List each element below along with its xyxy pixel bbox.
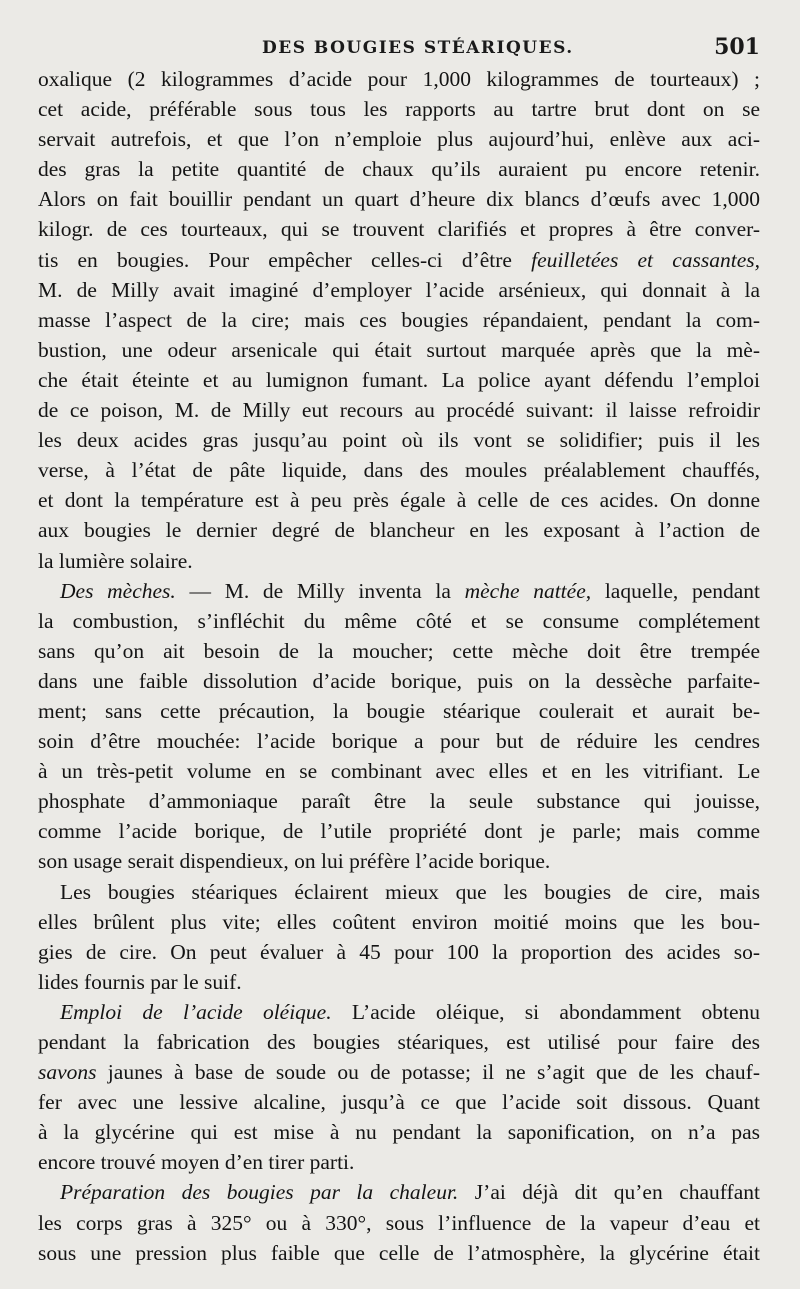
text-line: Préparation des bougies par la chaleur. J’ai déjà dit qu’en chauffant (60, 1180, 760, 1205)
text-line: oxalique (2 kilogrammes d’acide pour 1,000 kilogrammes de tourteaux) ; (38, 67, 760, 91)
text-line: savons jaunes à base de soude ou de potasse; il ne s’agit que de les chauf- (38, 1060, 760, 1085)
text-line: ment; sans cette précaution, la bougie stéarique coulerait et aurait be- (38, 698, 760, 723)
text-line: son usage serait dispendieux, on lui préfère l’acide borique. (38, 849, 551, 874)
text-line: kilogr. de ces tourteaux, qui se trouvent clarifiés et propres à être conver- (38, 217, 760, 242)
text-line: Les bougies stéariques éclairent mieux que les bougies de cire, mais (60, 879, 760, 904)
text-line: Des mèches. — M. de Milly inventa la mèche nattée, laquelle, pendant (60, 578, 760, 603)
text-line: phosphate d’ammoniaque paraît être la seule substance qui jouisse, (38, 789, 760, 814)
text-line: à la glycérine qui est mise à nu pendant la saponification, on n’a pas (38, 1120, 760, 1145)
text-line: des gras la petite quantité de chaux qu’ils auraient pu encore retenir. (38, 157, 760, 182)
text-line: à un très-petit volume en se combinant avec elles et en les vitrifiant. Le (38, 759, 760, 784)
text-line: cet acide, préférable sous tous les rapports au tartre brut dont on se (38, 97, 760, 122)
text-line: pendant la fabrication des bougies stéariques, est utilisé pour faire des (38, 1030, 760, 1054)
text-line: Emploi de l’acide oléique. L’acide oléique, si abondamment obtenu (60, 999, 761, 1024)
text-line: M. de Milly avait imaginé d’employer l’acide arsénieux, qui donnait à la (38, 277, 760, 302)
text-line: sous une pression plus faible que celle de l’atmosphère, la glycérine était (38, 1240, 760, 1265)
text-line: fer avec une lessive alcaline, jusqu’à ce que l’acide soit dissous. Quant (38, 1090, 760, 1115)
text-line: masse l’aspect de la cire; mais ces bougies répandaient, pendant la com- (38, 307, 760, 332)
running-title: DES BOUGIES STÉARIQUES. (262, 38, 574, 58)
text-line: aux bougies le dernier degré de blancheur en les exposant à l’action de (38, 518, 760, 543)
text-line: bustion, une odeur arsenicale qui était surtout marquée après que la mè- (38, 337, 760, 362)
text-line: la combustion, s’infléchit du même côté et se consume complétement (38, 608, 760, 633)
text-line: verse, à l’état de pâte liquide, dans des moules préalablement chauffés, (38, 458, 760, 483)
text-line: de ce poison, M. de Milly eut recours au procédé suivant: il laisse refroidir (38, 398, 760, 423)
text-line: elles brûlent plus vite; elles coûtent environ moitié moins que les bou- (38, 909, 760, 934)
text-line: che était éteinte et au lumignon fumant. La police ayant défendu l’emploi (38, 367, 760, 392)
body-text (38, 64, 760, 1268)
text-line: lides fournis par le suif. (38, 969, 242, 994)
text-line: tis en bougies. Pour empêcher celles-ci d’être feuilletées et cassantes, (38, 247, 761, 272)
text-line: servait autrefois, et que l’on n’emploie plus aujourd’hui, enlève aux aci- (38, 127, 760, 152)
text-line: les corps gras à 325° ou à 330°, sous l’influence de la vapeur d’eau et (38, 1210, 760, 1235)
text-line: sans qu’on ait besoin de la moucher; cette mèche doit être trempée (38, 638, 760, 663)
text-line: dans une faible dissolution d’acide borique, puis on la dessèche parfaite- (38, 668, 760, 693)
running-header (0, 34, 800, 64)
text-line: les deux acides gras jusqu’au point où ils vont se solidifier; puis il les (38, 428, 760, 453)
page-number: 501 (714, 34, 760, 60)
text-line: gies de cire. On peut évaluer à 45 pour 100 la proportion des acides so- (38, 939, 760, 964)
text-line: Alors on fait bouillir pendant un quart d’heure dix blancs d’œufs avec 1,000 (38, 187, 760, 212)
text-line: la lumière solaire. (38, 548, 193, 573)
text-line: soin d’être mouchée: l’acide borique a pour but de réduire les cendres (38, 729, 760, 754)
text-line: et dont la température est à peu près égale à celle de ces acides. On donne (38, 488, 760, 513)
text-line: encore trouvé moyen d’en tirer parti. (38, 1150, 355, 1175)
text-line: comme l’acide borique, de l’utile propriété dont je parle; mais comme (38, 819, 760, 844)
